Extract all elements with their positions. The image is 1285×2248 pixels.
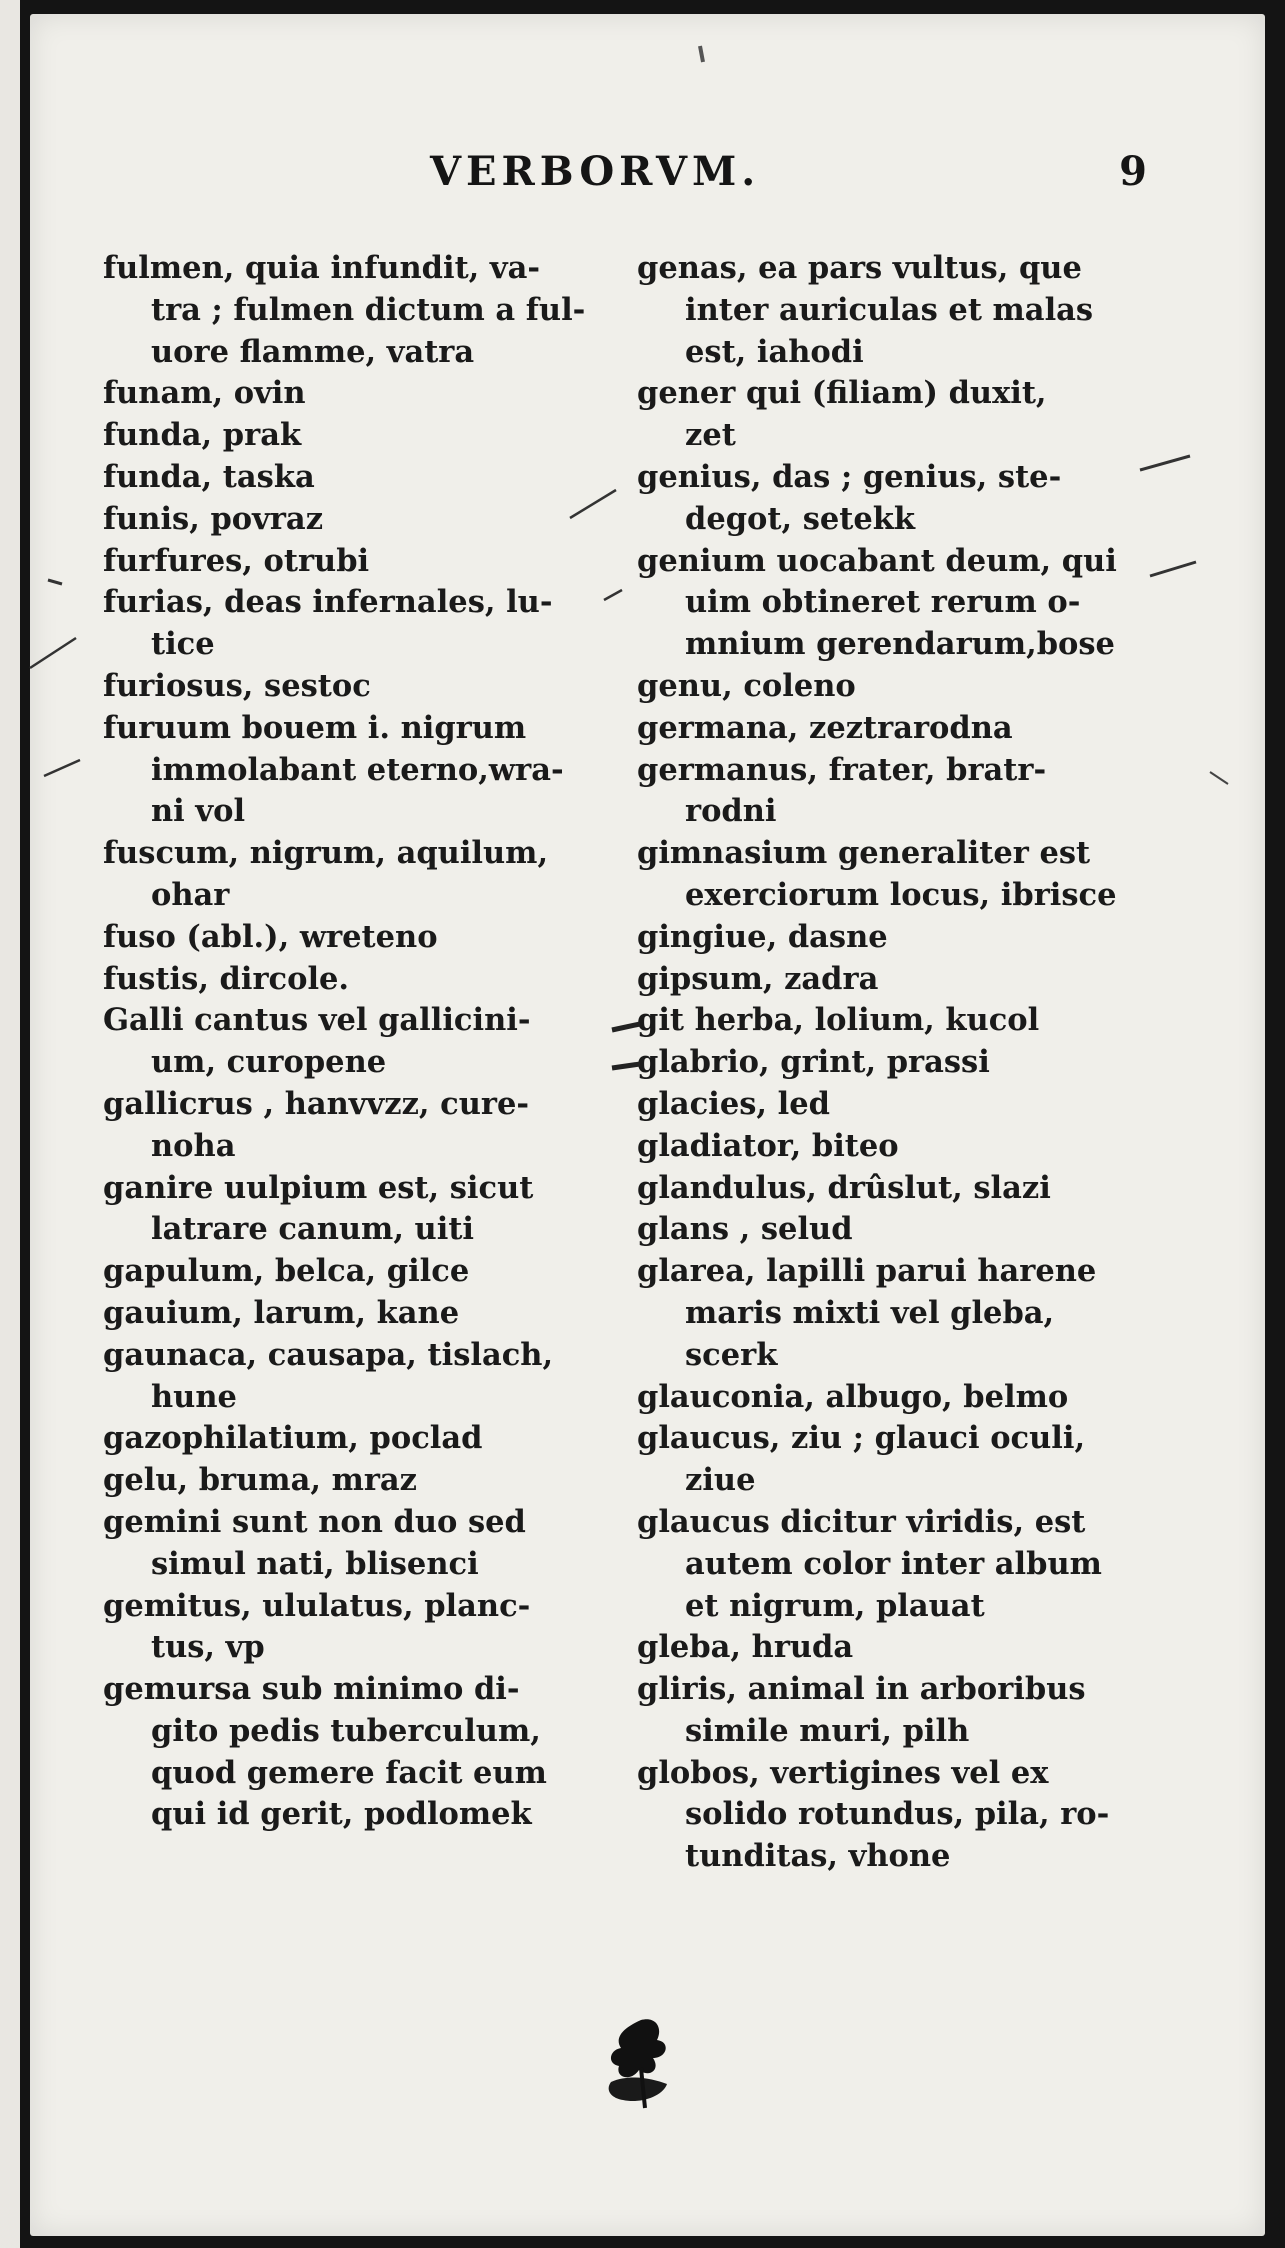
entry-continuation-line: exerciorum locus, ibrisce: [685, 876, 1117, 913]
entry-continuation-line: zet: [685, 417, 736, 454]
entry-line: gener qui (filiam) duxit,: [637, 375, 1047, 412]
entry-line: glandulus, drûslut, slazi: [637, 1169, 1051, 1206]
entry-continuation-line: immolabant eterno,wra-: [151, 751, 564, 788]
entry-line: gelu, bruma, mraz: [103, 1462, 417, 1499]
entry-line: gaunaca, causapa, tislach,: [103, 1336, 554, 1373]
entry-continuation-line: tice: [151, 626, 215, 663]
entry-continuation-line: gito pedis tuberculum,: [151, 1712, 541, 1749]
entry-continuation-line: inter auriculas et malas: [685, 291, 1094, 328]
entry-continuation-line: um, curopene: [151, 1044, 387, 1081]
entry-line: glans , selud: [637, 1211, 853, 1248]
entry-continuation-line: solido rotundus, pila, ro-: [685, 1796, 1110, 1833]
entry-line: gauium, larum, kane: [103, 1294, 460, 1331]
entry-line: gingiue, dasne: [637, 918, 888, 955]
entry-line: funda, prak: [103, 417, 302, 454]
previous-page-edge: [0, 0, 20, 2248]
entry-continuation-line: simile muri, pilh: [685, 1712, 970, 1749]
entry-line: fuscum, nigrum, aquilum,: [103, 835, 549, 872]
entry-continuation-line: mnium gerendarum,bose: [685, 626, 1115, 663]
entry-continuation-line: simul nati, blisenci: [151, 1545, 479, 1582]
page-number: 9: [1119, 148, 1147, 195]
entry-continuation-line: degot, setekk: [685, 500, 916, 537]
entry-continuation-line: et nigrum, plauat: [685, 1587, 985, 1624]
entry-line: funda, taska: [103, 458, 315, 495]
entry-line: genas, ea pars vultus, que: [637, 250, 1082, 286]
entry-line: gipsum, zadra: [637, 960, 879, 997]
entry-line: gemini sunt non duo sed: [103, 1503, 526, 1540]
entry-line: gemitus, ululatus, planc-: [103, 1587, 531, 1624]
entry-continuation-line: noha: [151, 1127, 236, 1164]
entry-continuation-line: uore flamme, vatra: [151, 333, 475, 370]
entry-line: glarea, lapilli parui harene: [637, 1253, 1097, 1290]
entry-line: furuum bouem i. nigrum: [103, 709, 527, 746]
entry-line: funis, povraz: [103, 500, 324, 537]
entry-line: gimnasium generaliter est: [637, 835, 1091, 872]
entry-line: genu, coleno: [637, 667, 856, 704]
entry-continuation-line: ni vol: [151, 793, 246, 830]
entry-line: globos, vertigines vel ex: [637, 1754, 1049, 1791]
entry-line: furias, deas infernales, lu-: [103, 584, 553, 621]
entry-line: glauconia, albugo, belmo: [637, 1378, 1069, 1415]
entry-continuation-line: tus, vp: [151, 1629, 265, 1666]
entry-line: gapulum, belca, gilce: [103, 1253, 470, 1290]
entry-line: glabrio, grint, prassi: [637, 1044, 990, 1081]
entry-continuation-line: autem color inter album: [685, 1545, 1102, 1582]
entry-continuation-line: hune: [151, 1378, 237, 1415]
entry-line: germana, zeztrarodna: [637, 709, 1013, 746]
entry-line: furiosus, sestoc: [103, 667, 371, 704]
left-column: [103, 248, 635, 1836]
entry-continuation-line: est, iahodi: [685, 333, 864, 370]
entry-continuation-line: ziue: [685, 1462, 756, 1499]
entry-line: furfures, otrubi: [103, 542, 370, 579]
entry-line: fustis, dircole.: [103, 960, 350, 997]
entry-line: fuso (abl.), wreteno: [103, 918, 438, 955]
entry-continuation-line: maris mixti vel gleba,: [685, 1294, 1055, 1331]
running-head: VERBORVM.: [430, 148, 761, 195]
entry-line: glaucus dicitur viridis, est: [637, 1503, 1086, 1540]
entry-line: glacies, led: [637, 1085, 830, 1122]
entry-line: gazophilatium, poclad: [103, 1420, 483, 1457]
entry-line: gliris, animal in arboribus: [637, 1671, 1086, 1708]
entry-continuation-line: qui id gerit, podlomek: [151, 1796, 532, 1833]
entry-line: fulmen, quia infundit, va-: [103, 250, 541, 286]
entry-continuation-line: rodni: [685, 793, 777, 830]
entry-continuation-line: uim obtineret rerum o-: [685, 584, 1081, 621]
entry-line: gladiator, biteo: [637, 1127, 899, 1164]
entry-continuation-line: quod gemere facit eum: [151, 1754, 547, 1791]
entry-continuation-line: scerk: [685, 1336, 778, 1373]
entry-line: git herba, lolium, kucol: [637, 1002, 1040, 1039]
entry-line: gallicrus , hanvvzz, cure-: [103, 1085, 530, 1122]
entry-line: genius, das ; genius, ste-: [637, 458, 1062, 495]
entry-continuation-line: latrare canum, uiti: [151, 1211, 474, 1248]
entry-continuation-line: tra ; fulmen dictum a ful-: [151, 291, 586, 328]
entry-line: funam, ovin: [103, 375, 306, 412]
entry-line: germanus, frater, bratr-: [637, 751, 1047, 788]
entry-continuation-line: tunditas, vhone: [685, 1838, 951, 1875]
entry-line: gemursa sub minimo di-: [103, 1671, 520, 1708]
entry-line: ganire uulpium est, sicut: [103, 1169, 534, 1206]
entry-continuation-line: ohar: [151, 876, 230, 913]
ink-blot-ornament: [601, 2012, 681, 2112]
right-column: [637, 248, 1172, 1878]
entry-line: genium uocabant deum, qui: [637, 542, 1117, 579]
entry-line: glaucus, ziu ; glauci oculi,: [637, 1420, 1086, 1457]
entry-line: gleba, hruda: [637, 1629, 854, 1666]
entry-line: Galli cantus vel gallicini-: [103, 1002, 531, 1039]
